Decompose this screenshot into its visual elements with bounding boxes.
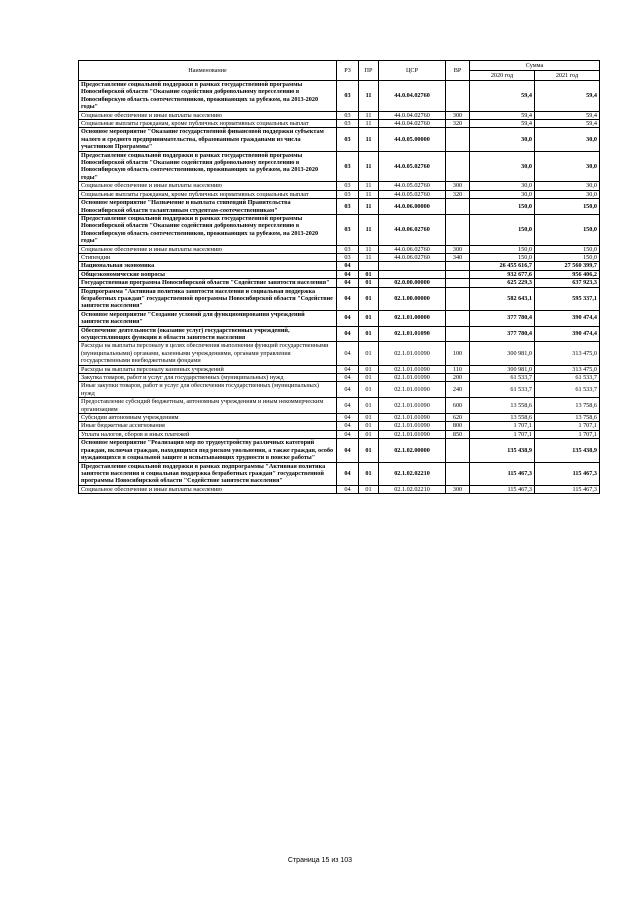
cell-rz: 04 <box>337 430 359 438</box>
cell-csr: 02.1.01.01090 <box>379 326 446 342</box>
cell-vr: 320 <box>446 190 470 198</box>
cell-rz: 03 <box>337 120 359 128</box>
cell-sum-2021: 115 467,3 <box>535 462 600 485</box>
cell-sum-2021: 61 533,7 <box>535 382 600 398</box>
cell-sum-2021: 150,0 <box>535 199 600 215</box>
cell-rz: 03 <box>337 214 359 245</box>
cell-sum-2020: 150,0 <box>470 199 535 215</box>
cell-sum-2021: 1 707,1 <box>535 422 600 430</box>
cell-sum-2020: 30,0 <box>470 182 535 190</box>
cell-name: Основное мероприятие "Реализация мер по трудоустройству различных категорий граждан, включая граждан, находящихся под риском увольнения, а также граждан, особо нуждающихся в социальной защите и испытывающих трудности в поиске работы" <box>79 439 337 462</box>
cell-rz: 04 <box>337 326 359 342</box>
cell-sum-2020: 13 558,6 <box>470 398 535 414</box>
cell-vr: 340 <box>446 253 470 261</box>
cell-pr: 11 <box>359 128 379 151</box>
cell-sum-2021: 30,0 <box>535 182 600 190</box>
header-csr: ЦСР <box>379 61 446 81</box>
cell-pr <box>359 262 379 270</box>
cell-name: Закупка товаров, работ и услуг для государственных (муниципальных) нужд <box>79 374 337 382</box>
table-row <box>79 81 600 112</box>
cell-csr: 44.0.04.02760 <box>379 120 446 128</box>
cell-sum-2021: 150,0 <box>535 253 600 261</box>
cell-vr <box>446 287 470 310</box>
table-row <box>79 398 600 414</box>
cell-name: Предоставление социальной поддержки в рамках государственной программы Новосибирской области "Оказание содействия добровольному переселению в Новосибирскую область соотечественников, проживающих за рубежом, на 2013-2020 годы" <box>79 151 337 182</box>
cell-sum-2020: 1 707,1 <box>470 422 535 430</box>
cell-pr: 01 <box>359 287 379 310</box>
cell-name: Расходы на выплаты персоналу в целях обеспечения выполнения функций государственными (муниципальными) органами, казенными учреждениями, органами управления государственными внебюджетными фондами <box>79 342 337 365</box>
cell-rz: 03 <box>337 128 359 151</box>
cell-name: Основное мероприятие "Создание условий для функционирования учреждений занятости населения" <box>79 310 337 326</box>
header-sum: Сумма <box>470 61 600 71</box>
cell-pr: 11 <box>359 151 379 182</box>
table-row <box>79 253 600 261</box>
table-row <box>79 262 600 270</box>
cell-vr: 800 <box>446 422 470 430</box>
cell-csr: 44.0.05.00000 <box>379 128 446 151</box>
cell-sum-2021: 150,0 <box>535 245 600 253</box>
cell-sum-2020: 13 558,6 <box>470 414 535 422</box>
cell-sum-2021: 13 758,6 <box>535 398 600 414</box>
cell-rz: 04 <box>337 287 359 310</box>
cell-pr: 11 <box>359 199 379 215</box>
table-row <box>79 270 600 278</box>
table-row <box>79 182 600 190</box>
cell-rz: 04 <box>337 279 359 287</box>
cell-rz: 04 <box>337 310 359 326</box>
cell-sum-2021: 30,0 <box>535 151 600 182</box>
table-body <box>79 81 600 494</box>
cell-csr: 44.0.04.02760 <box>379 111 446 119</box>
cell-pr: 01 <box>359 279 379 287</box>
cell-vr <box>446 81 470 112</box>
cell-rz: 04 <box>337 262 359 270</box>
cell-name: Предоставление социальной поддержки в рамках подпрограммы "Активная политика занятости населения и социальная поддержка безработных граждан" государственной программы Новосибирской области "Содействие занятости населения" <box>79 462 337 485</box>
table-row <box>79 279 600 287</box>
cell-sum-2020: 59,4 <box>470 111 535 119</box>
cell-sum-2020: 59,4 <box>470 81 535 112</box>
table-row <box>79 199 600 215</box>
cell-sum-2021: 1 707,1 <box>535 430 600 438</box>
cell-csr: 44.0.06.00000 <box>379 199 446 215</box>
header-vr: ВР <box>446 61 470 81</box>
cell-name: Расходы на выплаты персоналу казенных учреждений <box>79 365 337 373</box>
cell-vr: 200 <box>446 374 470 382</box>
cell-rz: 03 <box>337 253 359 261</box>
cell-name: Предоставление социальной поддержки в рамках государственной программы Новосибирской области "Оказание содействия добровольному переселению в Новосибирскую область соотечественников, проживающих за рубежом, на 2013-2020 годы" <box>79 214 337 245</box>
cell-csr: 02.1.00.00000 <box>379 287 446 310</box>
cell-rz: 04 <box>337 365 359 373</box>
cell-name: Предоставление социальной поддержки в рамках государственной программы Новосибирской области "Оказание содействия добровольному переселению в Новосибирскую область соотечественников, проживающих за рубежом, на 2013-2020 годы" <box>79 81 337 112</box>
table-row <box>79 485 600 493</box>
cell-csr: 44.0.05.02760 <box>379 182 446 190</box>
cell-sum-2020: 59,4 <box>470 120 535 128</box>
cell-rz: 03 <box>337 151 359 182</box>
table-row <box>79 214 600 245</box>
cell-csr: 02.1.01.01090 <box>379 414 446 422</box>
cell-sum-2021: 637 923,3 <box>535 279 600 287</box>
table-row <box>79 439 600 462</box>
cell-vr: 240 <box>446 382 470 398</box>
cell-pr: 01 <box>359 326 379 342</box>
header-year-2021: 2021 год <box>535 71 600 81</box>
cell-name: Социальные выплаты гражданам, кроме публичных нормативных социальных выплат <box>79 190 337 198</box>
table-row <box>79 374 600 382</box>
cell-pr: 01 <box>359 374 379 382</box>
cell-rz: 04 <box>337 382 359 398</box>
cell-rz: 04 <box>337 414 359 422</box>
cell-vr <box>446 279 470 287</box>
header-year-2020: 2020 год <box>470 71 535 81</box>
cell-csr: 44.0.06.02760 <box>379 214 446 245</box>
cell-sum-2021: 30,0 <box>535 128 600 151</box>
table-row <box>79 111 600 119</box>
table-row <box>79 414 600 422</box>
budget-sheet <box>78 60 599 494</box>
table-row <box>79 365 600 373</box>
cell-vr: 620 <box>446 414 470 422</box>
cell-csr: 02.1.02.02210 <box>379 462 446 485</box>
table-row <box>79 128 600 151</box>
cell-csr: 02.1.01.00000 <box>379 310 446 326</box>
cell-pr: 11 <box>359 190 379 198</box>
cell-sum-2020: 150,0 <box>470 245 535 253</box>
cell-vr <box>446 462 470 485</box>
cell-pr: 01 <box>359 485 379 493</box>
cell-sum-2020: 582 643,1 <box>470 287 535 310</box>
budget-table <box>78 60 600 494</box>
header-rz: РЗ <box>337 61 359 81</box>
cell-pr: 11 <box>359 111 379 119</box>
cell-rz: 04 <box>337 439 359 462</box>
cell-pr: 11 <box>359 245 379 253</box>
cell-name: Субсидии автономным учреждениям <box>79 414 337 422</box>
cell-csr: 44.0.06.02760 <box>379 253 446 261</box>
cell-sum-2020: 932 677,6 <box>470 270 535 278</box>
table-row <box>79 151 600 182</box>
cell-sum-2021: 595 337,1 <box>535 287 600 310</box>
cell-sum-2021: 313 475,0 <box>535 342 600 365</box>
cell-pr: 01 <box>359 430 379 438</box>
cell-sum-2020: 61 533,7 <box>470 382 535 398</box>
cell-name: Предоставление субсидий бюджетным, автономным учреждениям и иным некоммерческим организациям <box>79 398 337 414</box>
cell-sum-2021: 150,0 <box>535 214 600 245</box>
cell-vr: 850 <box>446 430 470 438</box>
cell-pr: 11 <box>359 81 379 112</box>
cell-sum-2020: 150,0 <box>470 214 535 245</box>
cell-sum-2021: 59,4 <box>535 81 600 112</box>
cell-vr <box>446 151 470 182</box>
cell-vr: 320 <box>446 120 470 128</box>
cell-name: Государственная программа Новосибирской области "Содействие занятости населения" <box>79 279 337 287</box>
cell-name: Стипендии <box>79 253 337 261</box>
table-row <box>79 326 600 342</box>
header-name: Наименование <box>79 61 337 81</box>
cell-vr: 300 <box>446 245 470 253</box>
cell-sum-2020: 61 533,7 <box>470 374 535 382</box>
cell-vr <box>446 270 470 278</box>
cell-name: Иные закупки товаров, работ и услуг для обеспечения государственных (муниципальных) нужд <box>79 382 337 398</box>
cell-sum-2021: 27 560 399,7 <box>535 262 600 270</box>
cell-sum-2020: 1 707,1 <box>470 430 535 438</box>
cell-csr: 02.1.01.01090 <box>379 422 446 430</box>
cell-csr: 44.0.04.02760 <box>379 81 446 112</box>
cell-sum-2021: 59,4 <box>535 120 600 128</box>
cell-sum-2020: 30,0 <box>470 190 535 198</box>
cell-name: Основное мероприятие "Оказание государственной финансовой поддержки субъектам малого и среднего предпринимательства, образованным гражданами из числа участников Программы" <box>79 128 337 151</box>
cell-sum-2020: 377 780,4 <box>470 326 535 342</box>
cell-csr: 02.1.01.01090 <box>379 365 446 373</box>
cell-sum-2020: 26 455 616,7 <box>470 262 535 270</box>
cell-rz: 04 <box>337 342 359 365</box>
cell-pr: 01 <box>359 342 379 365</box>
cell-pr: 01 <box>359 382 379 398</box>
table-row <box>79 462 600 485</box>
cell-pr: 01 <box>359 422 379 430</box>
cell-vr <box>446 214 470 245</box>
cell-name: Обеспечение деятельности (оказание услуг) государственных учреждений, осуществляющих функции в области занятости населения <box>79 326 337 342</box>
table-row <box>79 190 600 198</box>
cell-rz: 04 <box>337 398 359 414</box>
cell-csr: 02.1.01.01090 <box>379 342 446 365</box>
table-row <box>79 430 600 438</box>
table-row <box>79 422 600 430</box>
cell-rz: 04 <box>337 485 359 493</box>
cell-csr: 02.1.02.00000 <box>379 439 446 462</box>
cell-vr <box>446 310 470 326</box>
cell-rz: 03 <box>337 190 359 198</box>
cell-sum-2020: 115 467,3 <box>470 462 535 485</box>
cell-sum-2020: 30,0 <box>470 128 535 151</box>
table-row <box>79 382 600 398</box>
cell-rz: 03 <box>337 182 359 190</box>
cell-csr: 44.0.05.02760 <box>379 151 446 182</box>
table-row <box>79 342 600 365</box>
cell-rz: 03 <box>337 199 359 215</box>
cell-name: Социальные выплаты гражданам, кроме публичных нормативных социальных выплат <box>79 120 337 128</box>
cell-csr <box>379 262 446 270</box>
cell-rz: 03 <box>337 245 359 253</box>
cell-sum-2020: 135 438,9 <box>470 439 535 462</box>
cell-pr: 01 <box>359 462 379 485</box>
table-row <box>79 310 600 326</box>
cell-sum-2021: 30,0 <box>535 190 600 198</box>
cell-csr: 02.1.01.01090 <box>379 430 446 438</box>
cell-sum-2021: 390 474,4 <box>535 310 600 326</box>
cell-csr: 02.0.00.00000 <box>379 279 446 287</box>
cell-pr: 01 <box>359 439 379 462</box>
cell-name: Социальное обеспечение и иные выплаты населению <box>79 111 337 119</box>
cell-sum-2020: 115 467,3 <box>470 485 535 493</box>
cell-sum-2020: 377 780,4 <box>470 310 535 326</box>
table-row <box>79 245 600 253</box>
cell-sum-2020: 300 981,0 <box>470 365 535 373</box>
cell-vr <box>446 326 470 342</box>
cell-name: Социальное обеспечение и иные выплаты населению <box>79 182 337 190</box>
cell-rz: 03 <box>337 111 359 119</box>
cell-name: Национальная экономика <box>79 262 337 270</box>
cell-rz: 04 <box>337 422 359 430</box>
cell-sum-2021: 956 406,2 <box>535 270 600 278</box>
cell-csr <box>379 270 446 278</box>
table-row <box>79 120 600 128</box>
header-pr: ПР <box>359 61 379 81</box>
page-number: Страница 15 из 103 <box>287 857 353 864</box>
cell-name: Социальное обеспечение и иные выплаты населению <box>79 485 337 493</box>
cell-pr: 11 <box>359 214 379 245</box>
cell-pr: 01 <box>359 365 379 373</box>
cell-sum-2021: 390 474,4 <box>535 326 600 342</box>
cell-pr: 11 <box>359 182 379 190</box>
cell-sum-2021: 313 475,0 <box>535 365 600 373</box>
cell-rz: 04 <box>337 462 359 485</box>
cell-name: Социальное обеспечение и иные выплаты населению <box>79 245 337 253</box>
cell-name: Уплата налогов, сборов и иных платежей <box>79 430 337 438</box>
cell-csr: 44.0.05.02760 <box>379 190 446 198</box>
cell-pr: 11 <box>359 120 379 128</box>
cell-pr: 01 <box>359 398 379 414</box>
cell-name: Общеэкономические вопросы <box>79 270 337 278</box>
cell-sum-2021: 115 467,3 <box>535 485 600 493</box>
cell-csr: 02.1.02.02210 <box>379 485 446 493</box>
cell-name: Подпрограмма "Активная политика занятости населения и социальная поддержка безработных граждан" государственной программы Новосибирской области "Содействие занятости населения" <box>79 287 337 310</box>
cell-sum-2021: 59,4 <box>535 111 600 119</box>
cell-rz: 04 <box>337 374 359 382</box>
table-row <box>79 287 600 310</box>
cell-vr <box>446 439 470 462</box>
cell-pr: 11 <box>359 253 379 261</box>
cell-csr: 02.1.01.01090 <box>379 398 446 414</box>
cell-pr: 01 <box>359 414 379 422</box>
cell-sum-2020: 300 981,0 <box>470 342 535 365</box>
cell-vr: 110 <box>446 365 470 373</box>
cell-csr: 02.1.01.01090 <box>379 382 446 398</box>
cell-pr: 01 <box>359 310 379 326</box>
cell-rz: 04 <box>337 270 359 278</box>
cell-sum-2021: 135 438,9 <box>535 439 600 462</box>
cell-vr: 600 <box>446 398 470 414</box>
cell-name: Основное мероприятие "Назначение и выплата стипендий Правительства Новосибирской области талантливым студентам-соотечественникам" <box>79 199 337 215</box>
cell-vr <box>446 128 470 151</box>
cell-sum-2021: 13 758,6 <box>535 414 600 422</box>
cell-vr: 300 <box>446 485 470 493</box>
cell-csr: 02.1.01.01090 <box>379 374 446 382</box>
cell-vr <box>446 199 470 215</box>
cell-sum-2020: 625 229,3 <box>470 279 535 287</box>
cell-pr: 01 <box>359 270 379 278</box>
cell-vr: 100 <box>446 342 470 365</box>
cell-name: Иные бюджетные ассигнования <box>79 422 337 430</box>
cell-vr: 300 <box>446 182 470 190</box>
cell-sum-2020: 30,0 <box>470 151 535 182</box>
cell-sum-2021: 61 533,7 <box>535 374 600 382</box>
cell-rz: 03 <box>337 81 359 112</box>
cell-csr: 44.0.06.02760 <box>379 245 446 253</box>
cell-sum-2020: 150,0 <box>470 253 535 261</box>
cell-vr: 300 <box>446 111 470 119</box>
cell-vr <box>446 262 470 270</box>
